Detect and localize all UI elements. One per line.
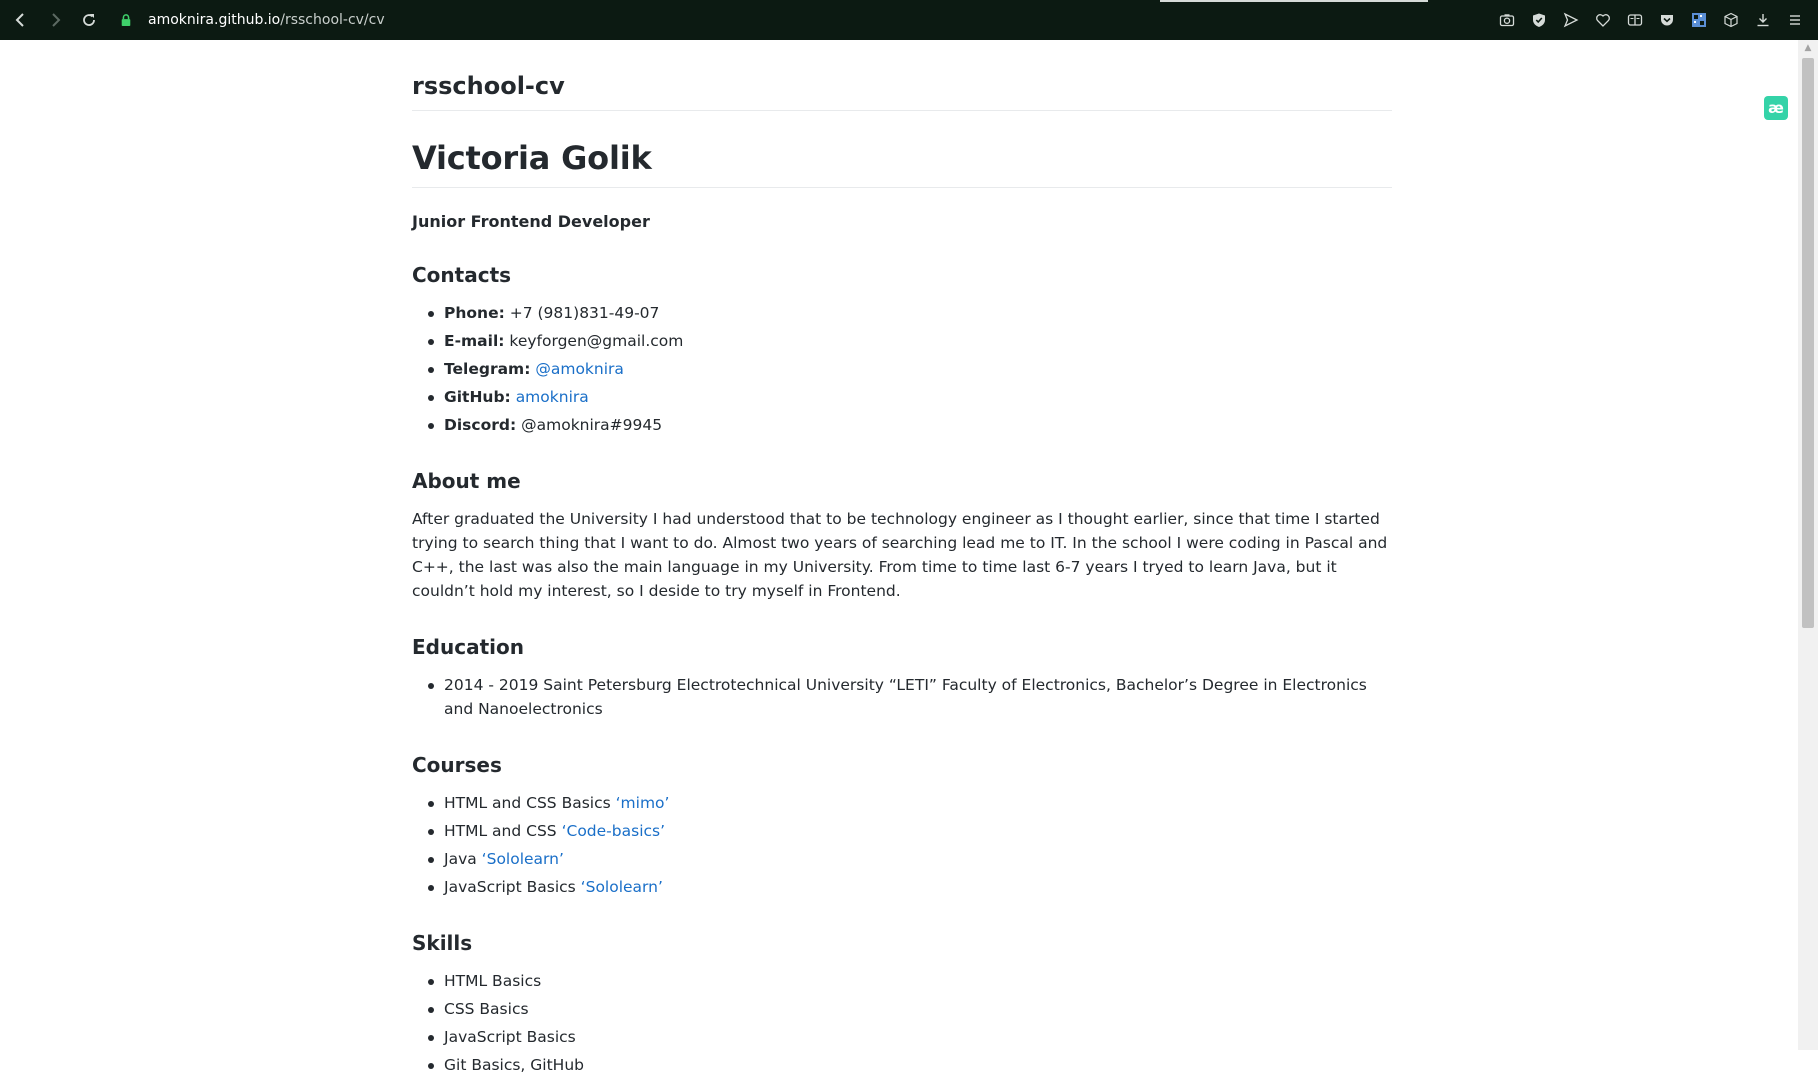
back-button[interactable] bbox=[8, 7, 34, 33]
qr-icon[interactable] bbox=[1688, 9, 1710, 31]
skills-list bbox=[412, 969, 1392, 1077]
site-title-link[interactable]: rsschool-cv bbox=[412, 72, 1392, 111]
course-link[interactable]: ‘Sololearn’ bbox=[580, 878, 663, 896]
cube-icon[interactable] bbox=[1720, 9, 1742, 31]
address-bar[interactable] bbox=[148, 12, 385, 28]
url-path: /rsschool-cv/cv bbox=[280, 12, 385, 28]
contact-discord bbox=[444, 413, 1392, 437]
course-name: JavaScript Basics bbox=[444, 878, 581, 896]
education-heading: Education bbox=[412, 635, 524, 659]
page-title: Victoria Golik bbox=[412, 139, 1392, 188]
education-list bbox=[412, 673, 1392, 721]
contact-email bbox=[444, 329, 1392, 353]
browser-toolbar bbox=[0, 0, 1818, 40]
course-item bbox=[444, 847, 1392, 871]
telegram-link[interactable]: @amoknira bbox=[535, 360, 624, 378]
toolbar-icons bbox=[1496, 0, 1806, 40]
course-link[interactable]: ‘Sololearn’ bbox=[481, 850, 564, 868]
send-icon[interactable] bbox=[1560, 9, 1582, 31]
course-item bbox=[444, 819, 1392, 843]
contact-phone bbox=[444, 301, 1392, 325]
contact-value: keyforgen@gmail.com bbox=[509, 332, 684, 350]
about-text: After graduated the University I had understood that to be technology engineer as I thought earlier, since that time I started trying to search thing that I want to do. Almost two years of searching lead me to IT. In the school I were coding in Pascal and C++, the last was also the main language in my University. From time to time last 6-7 years I tryed to learn Java, but it couldn’t hold my interest, so I deside to try myself in Frontend. bbox=[412, 510, 1388, 600]
extension-badge-icon[interactable]: æ bbox=[1764, 96, 1788, 120]
contact-value: @amoknira#9945 bbox=[521, 416, 663, 434]
course-name: HTML and CSS bbox=[444, 822, 562, 840]
reader-icon[interactable] bbox=[1624, 9, 1646, 31]
contact-github bbox=[444, 385, 1392, 409]
contact-label: E-mail: bbox=[444, 332, 505, 350]
course-name: HTML and CSS Basics bbox=[444, 794, 616, 812]
contact-label: Phone: bbox=[444, 304, 505, 322]
course-item bbox=[444, 791, 1392, 815]
cv-content bbox=[412, 40, 1392, 1081]
heart-icon[interactable] bbox=[1592, 9, 1614, 31]
tab-indicator bbox=[1160, 0, 1428, 2]
skill-item: JavaScript Basics bbox=[444, 1025, 1392, 1049]
contact-label: GitHub: bbox=[444, 388, 511, 406]
course-link[interactable]: ‘mimo’ bbox=[615, 794, 670, 812]
skill-item: HTML Basics bbox=[444, 969, 1392, 993]
scroll-up-arrow-icon[interactable]: ▲ bbox=[1804, 43, 1812, 53]
skill-item: Git Basics, GitHub bbox=[444, 1053, 1392, 1077]
courses-heading: Courses bbox=[412, 753, 502, 777]
contacts-list bbox=[412, 301, 1392, 437]
forward-arrow-icon bbox=[47, 12, 63, 28]
url-host: amoknira.github.io bbox=[148, 12, 281, 28]
course-name: Java bbox=[444, 850, 482, 868]
course-link[interactable]: ‘Code-basics’ bbox=[561, 822, 666, 840]
download-icon[interactable] bbox=[1752, 9, 1774, 31]
scroll-thumb[interactable] bbox=[1802, 58, 1814, 628]
pocket-icon[interactable] bbox=[1656, 9, 1678, 31]
camera-icon[interactable] bbox=[1496, 9, 1518, 31]
skills-heading: Skills bbox=[412, 931, 473, 955]
about-heading: About me bbox=[412, 469, 521, 493]
shield-icon[interactable] bbox=[1528, 9, 1550, 31]
lock-icon[interactable] bbox=[120, 12, 134, 28]
courses-list bbox=[412, 791, 1392, 899]
education-item: 2014 - 2019 Saint Petersburg Electrotechnical University “LETI” Faculty of Electronics, Bachelor’s Degree in Electronics and Nanoelectronics bbox=[444, 673, 1392, 721]
contact-value: +7 (981)831-49-07 bbox=[509, 304, 660, 322]
contact-label: Telegram: bbox=[444, 360, 531, 378]
back-arrow-icon bbox=[13, 12, 29, 28]
page-viewport bbox=[0, 40, 1798, 1074]
job-title: Junior Frontend Developer bbox=[412, 212, 650, 231]
contact-telegram bbox=[444, 357, 1392, 381]
github-link[interactable]: amoknira bbox=[515, 388, 589, 406]
menu-icon[interactable] bbox=[1784, 9, 1806, 31]
reload-button[interactable] bbox=[76, 7, 102, 33]
contacts-heading: Contacts bbox=[412, 263, 512, 287]
page-scrollbar[interactable] bbox=[1798, 40, 1818, 1050]
course-item bbox=[444, 875, 1392, 899]
contact-label: Discord: bbox=[444, 416, 517, 434]
reload-icon bbox=[81, 12, 97, 28]
forward-button[interactable] bbox=[42, 7, 68, 33]
skill-item: CSS Basics bbox=[444, 997, 1392, 1021]
